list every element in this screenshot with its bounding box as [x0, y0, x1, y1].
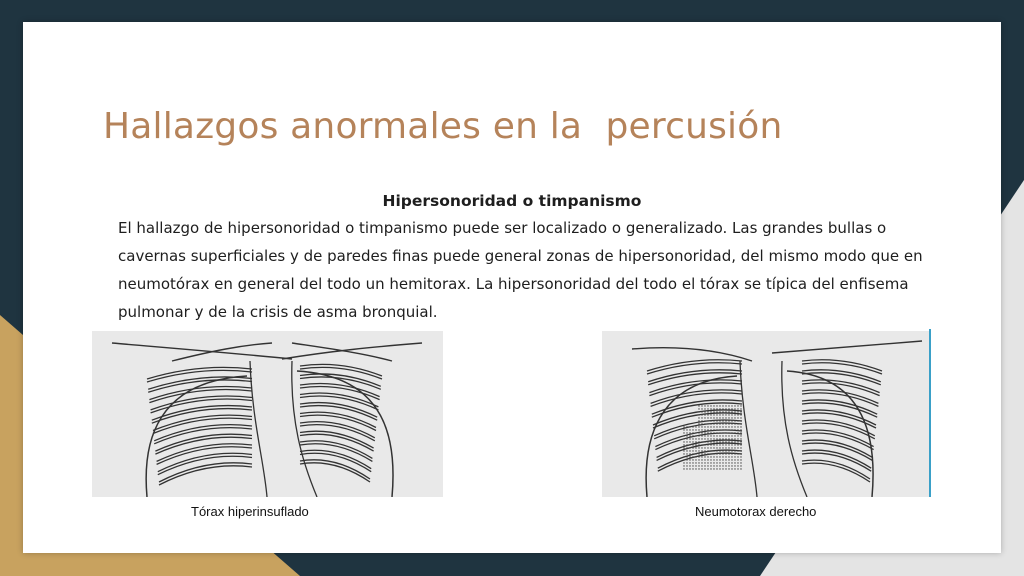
slide-subtitle: Hipersonoridad o timpanismo	[382, 192, 642, 210]
figure-right-pneumothorax	[602, 331, 931, 497]
slide	[23, 22, 1001, 553]
figure-hyperinflated-thorax	[92, 331, 443, 497]
right-pneumothorax-drawing	[602, 331, 931, 497]
figure-border-line	[929, 329, 931, 497]
hyperinflated-thorax-drawing	[92, 331, 443, 497]
slide-body-text: El hallazgo de hipersonoridad o timpanismo puede ser localizado o generalizado. Las grandes bullas o cavernas superficiales y de paredes finas puede general zonas de hipersonoridad, del mismo modo que en neumotórax en general del todo un hemitorax. La hipersonoridad del todo el tórax se típica del enfisema pulmonar y de la crisis de asma bronquial.	[118, 219, 923, 321]
slide-title: Hallazgos anormales en la percusión	[103, 106, 783, 147]
caption-hyperinflated-thorax: Tórax hiperinsuflado	[191, 504, 309, 519]
caption-right-pneumothorax: Neumotorax derecho	[695, 504, 817, 519]
